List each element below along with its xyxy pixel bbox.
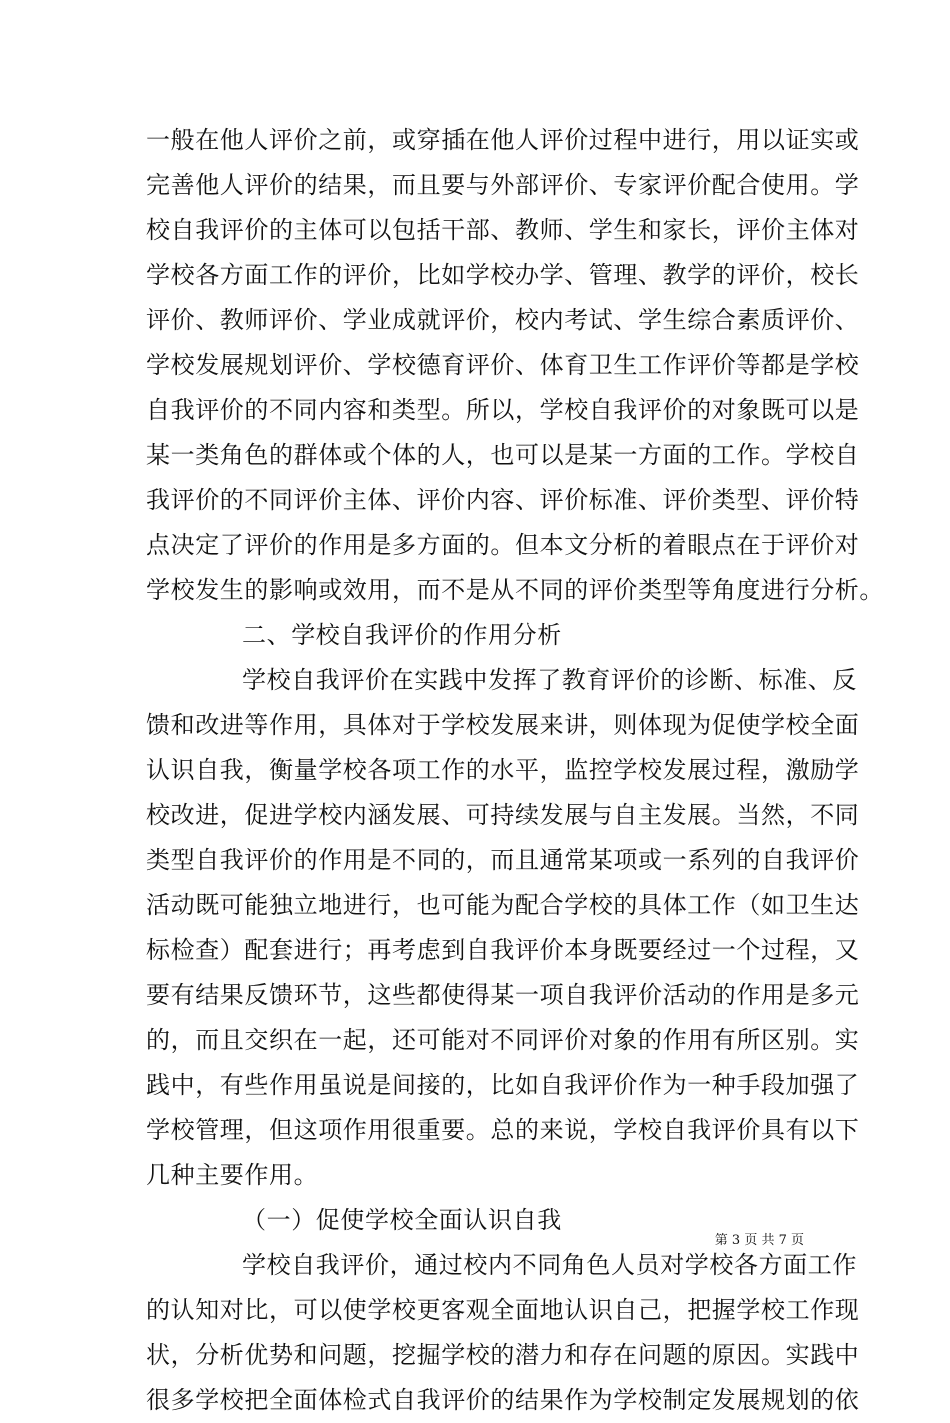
text-line: 活动既可能独立地进行，也可能为配合学校的具体工作（如卫生达 (146, 891, 860, 919)
text-line: 评价、教师评价、学业成就评价，校内考试、学生综合素质评价、 (146, 306, 860, 334)
text-line: 学校发生的影响或效用，而不是从不同的评价类型等角度进行分析。 (146, 576, 884, 604)
text-line: 学校发展规划评价、学校德育评价、体育卫生工作评价等都是学校 (146, 351, 860, 379)
paragraph-first-line: 学校自我评价，通过校内不同角色人员对学校各方面工作 (242, 1251, 857, 1279)
text-line: 的，而且交织在一起，还可能对不同评价对象的作用有所区别。实 (146, 1026, 860, 1054)
text-line: 我评价的不同评价主体、评价内容、评价标准、评价类型、评价特 (146, 486, 860, 514)
text-line: 类型自我评价的作用是不同的，而且通常某项或一系列的自我评价 (146, 846, 860, 874)
text-line: 认识自我，衡量学校各项工作的水平，监控学校发展过程，激励学 (146, 756, 860, 784)
text-line: 几种主要作用。 (146, 1161, 319, 1189)
text-line: 要有结果反馈环节，这些都使得某一项自我评价活动的作用是多元 (146, 981, 860, 1009)
text-line: 点决定了评价的作用是多方面的。但本文分析的着眼点在于评价对 (146, 531, 860, 559)
text-line: 一般在他人评价之前，或穿插在他人评价过程中进行，用以证实或 (146, 126, 860, 154)
page-number: 第 3 页 共 7 页 (714, 1233, 804, 1248)
text-line: 学校各方面工作的评价，比如学校办学、管理、教学的评价，校长 (146, 261, 860, 289)
section-heading: 二、学校自我评价的作用分析 (242, 621, 562, 649)
text-line: 的认知对比，可以使学校更客观全面地认识自己，把握学校工作现 (146, 1296, 860, 1324)
text-line: 校自我评价的主体可以包括干部、教师、学生和家长，评价主体对 (146, 216, 860, 244)
text-line: 某一类角色的群体或个体的人，也可以是某一方面的工作。学校自 (146, 441, 860, 469)
text-line: 校改进，促进学校内涵发展、可持续发展与自主发展。当然，不同 (146, 801, 860, 829)
paragraph-first-line: 学校自我评价在实践中发挥了教育评价的诊断、标准、反 (242, 666, 857, 694)
text-line: 完善他人评价的结果，而且要与外部评价、专家评价配合使用。学 (146, 171, 860, 199)
text-line: 学校管理，但这项作用很重要。总的来说，学校自我评价具有以下 (146, 1116, 860, 1144)
text-line: 标检查）配套进行；再考虑到自我评价本身既要经过一个过程，又 (146, 936, 860, 964)
text-line: 很多学校把全面体检式自我评价的结果作为学校制定发展规划的依 (146, 1386, 860, 1414)
text-line: 状，分析优势和问题，挖掘学校的潜力和存在问题的原因。实践中 (146, 1341, 860, 1369)
text-line: 馈和改进等作用，具体对于学校发展来讲，则体现为促使学校全面 (146, 711, 860, 739)
subsection-heading: （一）促使学校全面认识自我 (242, 1206, 562, 1234)
text-line: 自我评价的不同内容和类型。所以，学校自我评价的对象既可以是 (146, 396, 860, 424)
text-line: 践中，有些作用虽说是间接的，比如自我评价作为一种手段加强了 (146, 1071, 860, 1099)
body-text (146, 118, 884, 1423)
